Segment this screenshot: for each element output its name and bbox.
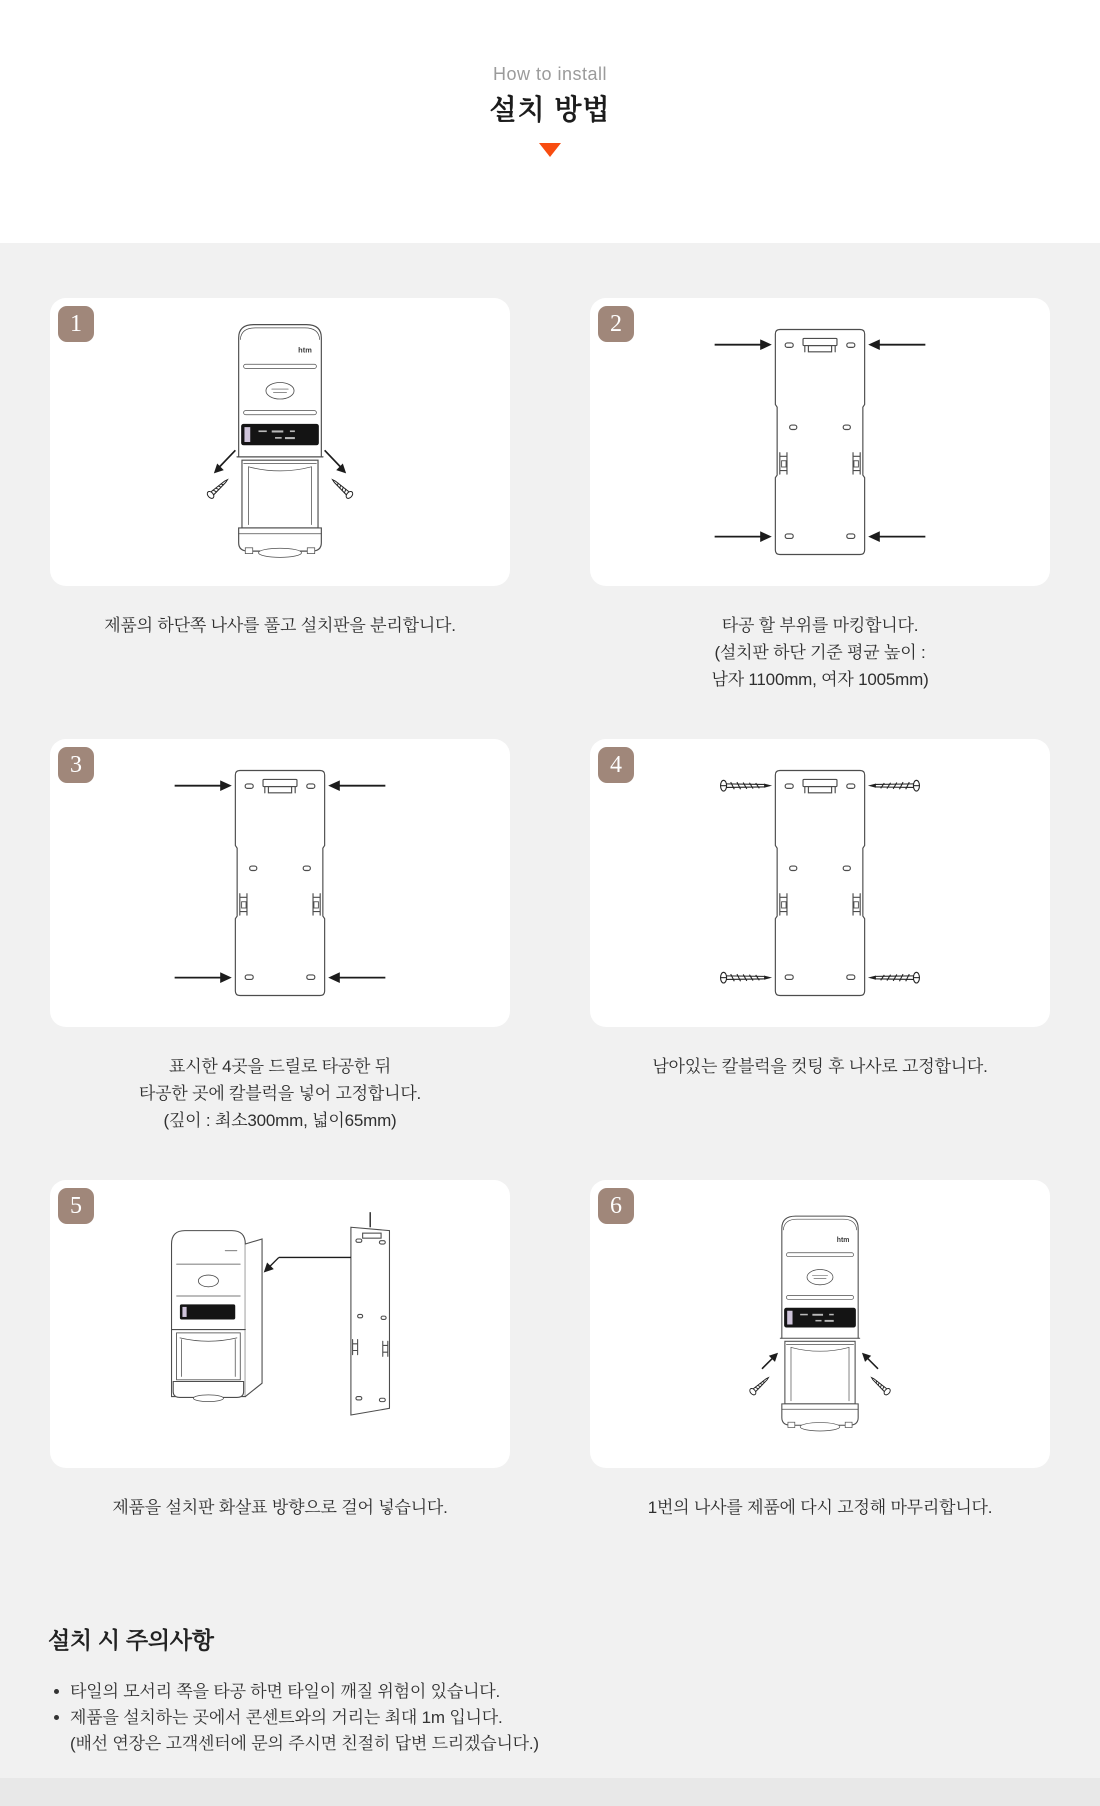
steps-grid (0, 243, 1100, 1521)
step-3-card (50, 739, 510, 1027)
steps-section (0, 243, 1100, 1806)
step-3-number-badge: 3 (58, 747, 94, 783)
screw-icon (721, 780, 770, 791)
precaution-item: 타일의 모서리 쪽을 타공 하면 타일이 깨질 위험이 있습니다. (48, 1679, 1052, 1705)
control-panel (784, 1307, 856, 1327)
screw-icon (870, 780, 919, 791)
screw-icon (870, 972, 919, 983)
step-1-card (50, 298, 510, 586)
step-1-caption: 제품의 하단쪽 나사를 풀고 설치판을 분리합니다. (104, 616, 456, 635)
precautions-list (48, 1679, 1052, 1757)
precautions-heading: 설치 시 주의사항 (48, 1627, 214, 1653)
step-4-caption: 남아있는 칼블럭을 컷팅 후 나사로 고정합니다. (652, 1057, 988, 1076)
section-title: 설치 방법 (489, 94, 611, 125)
precaution-item: 제품을 설치하는 곳에서 콘센트와의 거리는 최대 1m 입니다. (배선 연장은 고객센터에 문의 주시면 친절히 답변 드리겠습니다.) (48, 1705, 1052, 1757)
down-triangle-icon (539, 143, 561, 157)
step-4-number-badge: 4 (598, 747, 634, 783)
step-5-caption: 제품을 설치판 화살표 방향으로 걸어 넣습니다. (112, 1498, 448, 1517)
mounting-plate-screws-illustration (668, 758, 972, 1008)
mounting-plate-marking-illustration (668, 317, 972, 567)
hand-dryer-front-illustration (189, 318, 371, 566)
step-5 (50, 1180, 510, 1521)
step-6 (590, 1180, 1050, 1521)
mounting-plate (350, 1227, 389, 1415)
hang-device-on-plate-illustration (138, 1207, 423, 1442)
step-2-card (590, 298, 1050, 586)
step-1-number-badge: 1 (58, 306, 94, 342)
install-precautions (0, 1625, 1100, 1757)
step-5-number-badge: 5 (58, 1188, 94, 1224)
step-2 (590, 298, 1050, 693)
step-6-card (590, 1180, 1050, 1468)
step-4 (590, 739, 1050, 1134)
brand-logo-text: htm (298, 345, 312, 355)
step-6-caption: 1번의 나사를 제품에 다시 고정해 마무리합니다. (647, 1498, 993, 1517)
step-4-card (590, 739, 1050, 1027)
section-header (0, 0, 1100, 157)
step-2-caption: 타공 할 부위를 마킹합니다. (설치판 하단 기준 평균 높이 : 남자 1100mm, 여자 1005mm) (711, 616, 929, 689)
screw-icon (869, 1374, 891, 1395)
screw-icon (749, 1374, 771, 1395)
mounting-plate-drilling-illustration (128, 758, 432, 1008)
step-3-caption: 표시한 4곳을 드릴로 타공한 뒤 타공한 곳에 칼블럭을 넣어 고정합니다. (깊이 : 최소300mm, 넓이65mm) (138, 1057, 422, 1130)
hand-dryer-refasten-illustration (736, 1210, 904, 1439)
step-5-card (50, 1180, 510, 1468)
bullet-icon (54, 1715, 59, 1720)
next-section-edge (0, 1778, 1100, 1806)
step-2-number-badge: 2 (598, 306, 634, 342)
section-subtitle-en: How to install (492, 64, 608, 84)
brand-logo-text: htm (836, 1236, 850, 1244)
bullet-icon (54, 1689, 59, 1694)
control-panel (241, 424, 319, 445)
control-panel (179, 1304, 234, 1319)
screw-icon (330, 477, 354, 500)
step-3 (50, 739, 510, 1134)
step-6-number-badge: 6 (598, 1188, 634, 1224)
screw-icon (721, 972, 770, 983)
screw-icon (206, 477, 230, 500)
step-1 (50, 298, 510, 693)
